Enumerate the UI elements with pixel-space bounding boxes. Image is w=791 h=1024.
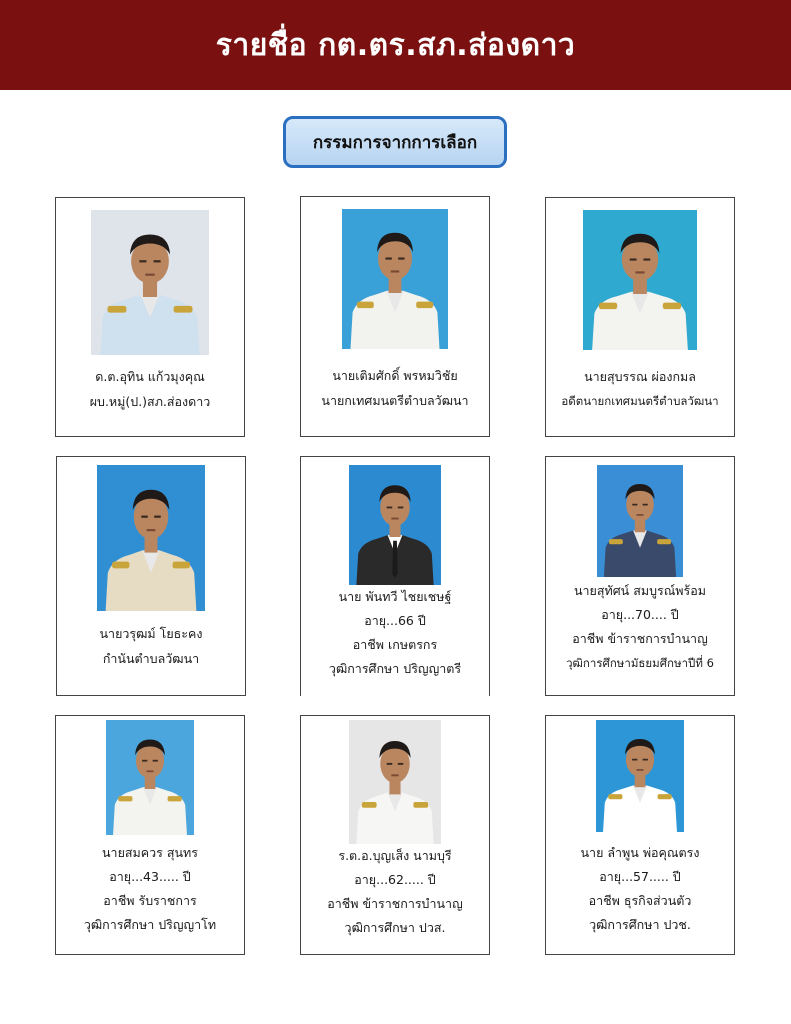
member-caption xyxy=(57,621,245,671)
member-name: นายวรุฒม์ โยธะคง xyxy=(99,626,203,641)
member-caption xyxy=(56,841,244,937)
member-detail: วุฒิการศึกษา ปริญญาตรี xyxy=(328,661,462,676)
member-detail: อาชีพ รับราชการ xyxy=(103,893,197,908)
member-photo xyxy=(597,465,683,577)
member-caption xyxy=(546,364,734,414)
member-caption xyxy=(301,844,489,940)
member-detail: วุฒิการศึกษา ปวช. xyxy=(589,917,691,932)
member-photo xyxy=(596,720,684,832)
member-name: ด.ต.อุทิน แก้วมุงคุณ xyxy=(95,369,205,384)
member-photo xyxy=(349,720,441,844)
member-photo xyxy=(349,465,441,585)
member-card xyxy=(55,197,245,437)
member-name: นายเติมศักดิ์ พรหมวิชัย xyxy=(332,368,458,383)
member-card xyxy=(55,715,245,955)
member-caption xyxy=(301,585,489,681)
member-photo xyxy=(106,720,194,835)
member-name: ร.ต.อ.บุญเส็ง นามบุรี xyxy=(338,848,452,863)
member-name: นายสุบรรณ ผ่องกมล xyxy=(584,369,696,384)
member-detail: อาชีพ ข้าราชการบำนาญ xyxy=(572,631,708,646)
member-caption xyxy=(56,364,244,414)
member-name: นายสมควร สุนทร xyxy=(102,845,198,860)
member-name: นาย พันทวี ไชยเชษฐ์ xyxy=(338,589,452,604)
member-card xyxy=(300,196,490,437)
member-card xyxy=(545,715,735,955)
member-detail: วุฒิการศึกษา ปริญญาโท xyxy=(83,917,217,932)
member-caption xyxy=(301,363,489,413)
section-label: กรรมการจากการเลือก xyxy=(283,116,507,168)
member-card xyxy=(300,715,490,955)
member-detail: วุฒิการศึกษา ปวส. xyxy=(344,920,446,935)
member-detail: อายุ...66 ปี xyxy=(364,613,426,628)
member-caption xyxy=(546,841,734,937)
member-detail: กำนันตำบลวัฒนา xyxy=(102,651,200,666)
member-name: นาย ลำพูน พ่อคุณตรง xyxy=(580,845,700,860)
member-detail: อาชีพ ข้าราชการบำนาญ xyxy=(327,896,463,911)
member-detail: นายกเทศมนตรีตำบลวัฒนา xyxy=(321,393,469,408)
member-detail: อายุ...43..... ปี xyxy=(109,869,191,884)
member-photo xyxy=(91,210,209,355)
member-detail: อดีตนายกเทศมนตรีตำบลวัฒนา xyxy=(561,394,719,408)
title-banner xyxy=(0,0,791,90)
member-photo xyxy=(97,465,205,611)
member-photo xyxy=(583,210,697,350)
member-detail: วุฒิการศึกษามัธยมศึกษาปีที่ 6 xyxy=(566,656,714,670)
member-detail: อายุ...57..... ปี xyxy=(599,869,681,884)
member-detail: อายุ...62..... ปี xyxy=(354,872,436,887)
member-card xyxy=(545,456,735,696)
member-name: นายสุทัศน์ สมบูรณ์พร้อม xyxy=(573,583,707,598)
member-card xyxy=(300,456,490,696)
member-caption xyxy=(546,579,734,675)
member-detail: อาชีพ ธุรกิจส่วนตัว xyxy=(588,893,692,908)
member-card xyxy=(545,197,735,437)
member-detail: ผบ.หมู่(ป.)สภ.ส่องดาว xyxy=(89,394,211,409)
member-photo xyxy=(342,209,448,349)
page-title: รายชื่อ กต.ตร.สภ.ส่องดาว xyxy=(215,27,576,63)
member-card xyxy=(56,456,246,696)
member-detail: อายุ...70.... ปี xyxy=(601,607,679,622)
member-detail: อาชีพ เกษตรกร xyxy=(352,637,438,652)
